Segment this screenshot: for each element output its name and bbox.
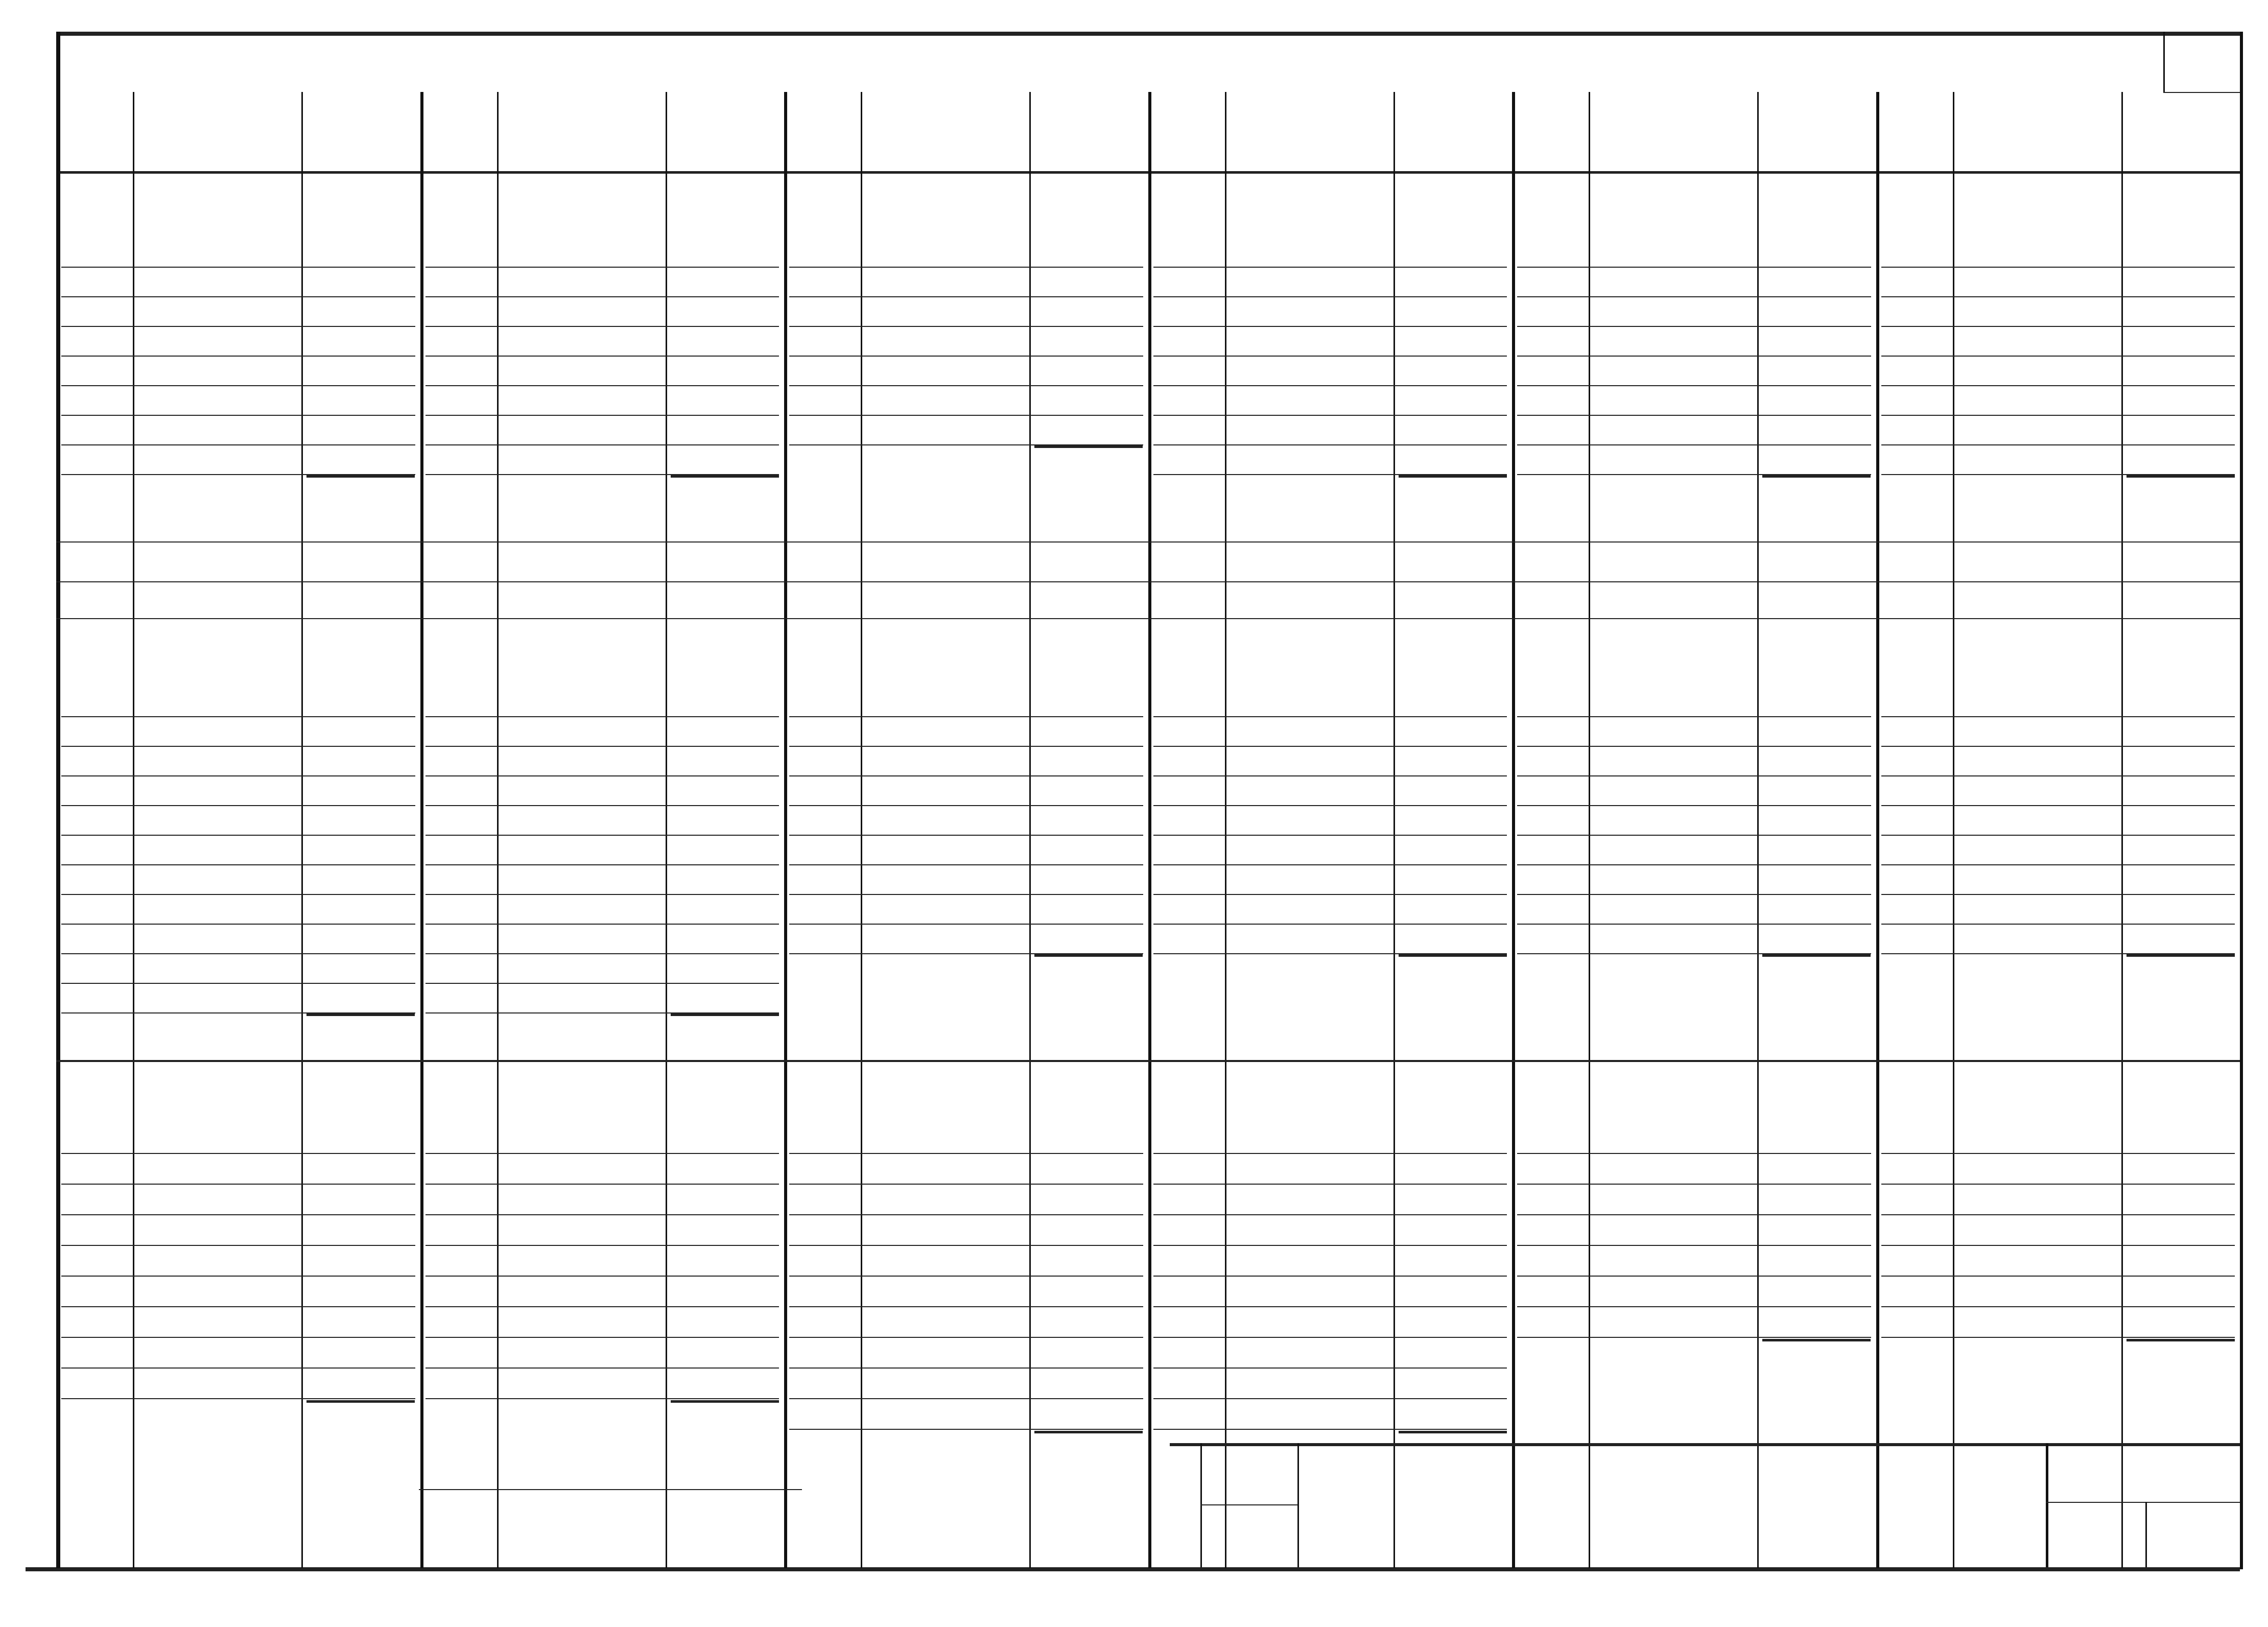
row-rule <box>1517 1214 1871 1215</box>
row-rule <box>1881 716 2235 717</box>
column-separator <box>1589 92 1590 1568</box>
total-rule <box>1034 954 1143 957</box>
row-rule <box>61 267 415 268</box>
row-rule <box>789 1153 1143 1154</box>
row-rule <box>1517 746 1871 747</box>
total-rule <box>2127 475 2235 478</box>
row-rule <box>1517 444 1871 445</box>
row-rule <box>789 716 1143 717</box>
row-rule <box>1153 1429 1507 1430</box>
column-separator <box>666 92 667 1568</box>
title-block-line <box>1297 1443 1299 1567</box>
row-rule <box>789 894 1143 895</box>
row-rule <box>1881 267 2235 268</box>
row-rule <box>426 356 779 357</box>
total-rule <box>671 1400 779 1403</box>
row-rule <box>1517 864 1871 865</box>
row-rule <box>1881 385 2235 386</box>
row-rule <box>1517 296 1871 297</box>
note-rule <box>419 1489 802 1490</box>
row-rule <box>1881 356 2235 357</box>
column-separator <box>1225 92 1226 1568</box>
row-rule <box>1153 716 1507 717</box>
row-rule <box>61 415 415 416</box>
row-rule <box>1153 356 1507 357</box>
row-rule <box>426 864 779 865</box>
row-rule <box>789 924 1143 925</box>
row-rule <box>426 415 779 416</box>
row-rule <box>1153 805 1507 806</box>
total-rule <box>1762 954 1871 957</box>
row-rule <box>426 894 779 895</box>
row-rule <box>426 444 779 445</box>
group-separator <box>420 92 423 1568</box>
row-rule <box>789 1184 1143 1185</box>
row-rule <box>789 1337 1143 1338</box>
row-rule <box>61 1337 415 1338</box>
row-rule <box>789 1306 1143 1307</box>
row-rule <box>61 356 415 357</box>
section-divider <box>56 1060 2240 1062</box>
group-separator <box>1148 92 1151 1568</box>
row-rule <box>1153 415 1507 416</box>
row-rule <box>1881 1153 2235 1154</box>
row-rule <box>61 835 415 836</box>
row-rule <box>1881 835 2235 836</box>
row-rule <box>1153 835 1507 836</box>
row-rule <box>1153 1367 1507 1369</box>
row-rule <box>1153 1245 1507 1246</box>
row-rule <box>1881 805 2235 806</box>
row-rule <box>1153 1306 1507 1307</box>
row-rule <box>61 1398 415 1399</box>
row-rule <box>426 1184 779 1185</box>
row-rule <box>61 1153 415 1154</box>
total-rule <box>1399 954 1507 957</box>
row-rule <box>1881 326 2235 327</box>
row-rule <box>1153 775 1507 776</box>
row-rule <box>1881 1337 2235 1338</box>
row-rule <box>1517 326 1871 327</box>
row-rule <box>789 775 1143 776</box>
row-rule <box>1881 894 2235 895</box>
page-number-box <box>2163 92 2240 93</box>
title-block-top <box>1170 1443 2240 1446</box>
row-rule <box>1153 924 1507 925</box>
total-rule <box>306 1400 415 1403</box>
row-rule <box>61 953 415 954</box>
row-rule <box>1517 894 1871 895</box>
row-rule <box>789 1398 1143 1399</box>
row-rule <box>61 746 415 747</box>
row-rule <box>1517 356 1871 357</box>
row-rule <box>1517 1337 1871 1338</box>
total-rule <box>1762 475 1871 478</box>
row-rule <box>1153 267 1507 268</box>
row-rule <box>61 775 415 776</box>
row-rule <box>61 1276 415 1277</box>
total-rule <box>306 475 415 478</box>
group-separator <box>1512 92 1515 1568</box>
total-rule <box>1399 1431 1507 1433</box>
row-rule <box>1517 775 1871 776</box>
row-rule <box>1153 385 1507 386</box>
row-rule <box>426 1306 779 1307</box>
row-rule <box>61 444 415 445</box>
row-rule <box>789 1214 1143 1215</box>
total-rule <box>1399 475 1507 478</box>
row-rule <box>61 805 415 806</box>
row-rule <box>426 746 779 747</box>
row-rule <box>426 775 779 776</box>
row-rule <box>1881 775 2235 776</box>
row-rule <box>1153 1214 1507 1215</box>
row-rule <box>1517 267 1871 268</box>
row-rule <box>1153 326 1507 327</box>
row-rule <box>426 1276 779 1277</box>
total-rule <box>1762 1339 1871 1341</box>
row-rule <box>61 716 415 717</box>
column-separator <box>1757 92 1759 1568</box>
total-rule <box>1034 445 1143 448</box>
row-rule <box>426 1245 779 1246</box>
group-separator <box>1876 92 1879 1568</box>
row-rule <box>1517 1153 1871 1154</box>
column-separator <box>2121 92 2123 1568</box>
row-rule <box>426 267 779 268</box>
page-number-box <box>2163 32 2165 92</box>
row-rule <box>61 1214 415 1215</box>
section-divider <box>56 581 2240 582</box>
row-rule <box>1153 1184 1507 1185</box>
group-separator <box>784 92 787 1568</box>
column-separator <box>301 92 303 1568</box>
column-separator <box>861 92 862 1568</box>
row-rule <box>789 1245 1143 1246</box>
row-rule <box>1881 1245 2235 1246</box>
frame-right <box>2240 32 2243 1569</box>
row-rule <box>426 296 779 297</box>
total-rule <box>2127 1339 2235 1341</box>
row-rule <box>789 415 1143 416</box>
row-rule <box>1153 1337 1507 1338</box>
row-rule <box>61 1367 415 1369</box>
row-rule <box>1153 894 1507 895</box>
row-rule <box>426 805 779 806</box>
title-block-line <box>2145 1502 2147 1567</box>
title-block-line <box>1200 1504 1297 1505</box>
row-rule <box>789 864 1143 865</box>
row-rule <box>789 356 1143 357</box>
title-block-line <box>2046 1502 2240 1503</box>
row-rule <box>1881 864 2235 865</box>
row-rule <box>789 1367 1143 1369</box>
total-rule <box>671 1013 779 1016</box>
row-rule <box>1153 746 1507 747</box>
row-rule <box>61 1184 415 1185</box>
row-rule <box>1153 864 1507 865</box>
row-rule <box>1153 1153 1507 1154</box>
section-divider <box>56 541 2240 543</box>
row-rule <box>1517 385 1871 386</box>
row-rule <box>1153 1398 1507 1399</box>
row-rule <box>61 296 415 297</box>
row-rule <box>426 716 779 717</box>
row-rule <box>426 924 779 925</box>
row-rule <box>1517 1276 1871 1277</box>
row-rule <box>789 326 1143 327</box>
row-rule <box>789 746 1143 747</box>
row-rule <box>1881 746 2235 747</box>
row-rule <box>61 894 415 895</box>
title-block-line <box>2046 1443 2048 1567</box>
column-separator <box>497 92 499 1568</box>
frame-bottom <box>26 1567 2240 1571</box>
row-rule <box>789 385 1143 386</box>
row-rule <box>1881 1214 2235 1215</box>
row-rule <box>426 835 779 836</box>
row-rule <box>426 1367 779 1369</box>
column-separator <box>133 92 134 1568</box>
row-rule <box>1881 1306 2235 1307</box>
row-rule <box>1881 924 2235 925</box>
row-rule <box>426 385 779 386</box>
column-separator <box>1953 92 1954 1568</box>
row-rule <box>789 296 1143 297</box>
row-rule <box>1517 716 1871 717</box>
row-rule <box>426 1214 779 1215</box>
row-rule <box>1517 835 1871 836</box>
row-rule <box>1881 444 2235 445</box>
frame-top <box>56 32 2240 36</box>
total-rule <box>671 475 779 478</box>
row-rule <box>1517 1184 1871 1185</box>
row-rule <box>789 835 1143 836</box>
column-separator <box>1393 92 1395 1568</box>
row-rule <box>1517 1306 1871 1307</box>
row-rule <box>789 805 1143 806</box>
row-rule <box>61 1306 415 1307</box>
group-separator <box>56 92 60 1568</box>
total-rule <box>306 1013 415 1016</box>
row-rule <box>789 1429 1143 1430</box>
total-rule <box>1034 1431 1143 1433</box>
row-rule <box>61 1245 415 1246</box>
row-rule <box>426 1153 779 1154</box>
row-rule <box>1517 924 1871 925</box>
row-rule <box>61 385 415 386</box>
row-rule <box>426 1398 779 1399</box>
row-rule <box>1517 415 1871 416</box>
section-divider <box>56 618 2240 619</box>
row-rule <box>61 326 415 327</box>
row-rule <box>789 1276 1143 1277</box>
row-rule <box>426 953 779 954</box>
row-rule <box>1881 296 2235 297</box>
row-rule <box>61 864 415 865</box>
row-rule <box>1881 1184 2235 1185</box>
row-rule <box>426 326 779 327</box>
row-rule <box>1517 1245 1871 1246</box>
row-rule <box>426 983 779 984</box>
row-rule <box>61 924 415 925</box>
row-rule <box>426 1337 779 1338</box>
row-rule <box>1153 296 1507 297</box>
total-rule <box>2127 954 2235 957</box>
row-rule <box>1153 444 1507 445</box>
row-rule <box>1153 1276 1507 1277</box>
column-separator <box>1029 92 1031 1568</box>
row-rule <box>789 267 1143 268</box>
row-rule <box>61 983 415 984</box>
row-rule <box>1881 415 2235 416</box>
row-rule <box>1881 1276 2235 1277</box>
row-rule <box>1517 805 1871 806</box>
